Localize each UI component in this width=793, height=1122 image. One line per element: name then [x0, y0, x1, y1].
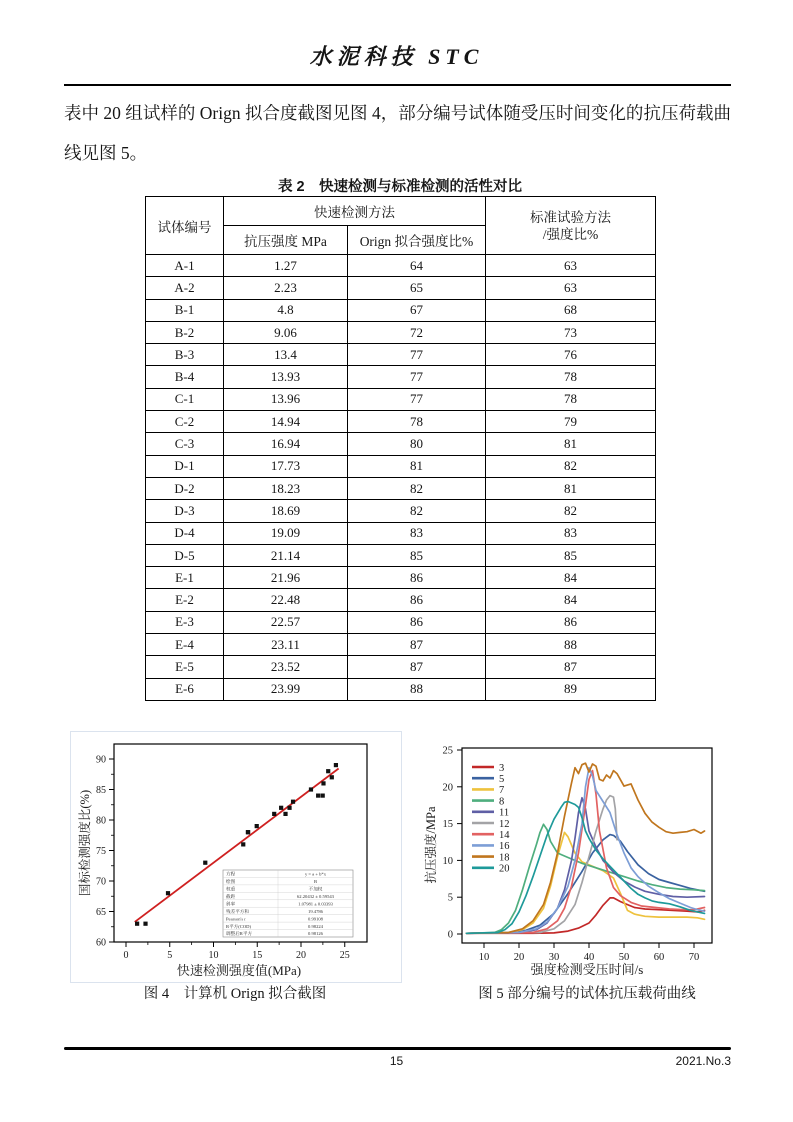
svg-text:Pearson's r: Pearson's r [226, 916, 246, 922]
table-cell: 65 [348, 277, 486, 299]
table-cell: E-3 [146, 611, 224, 633]
svg-text:25: 25 [339, 950, 350, 961]
table-row [146, 411, 656, 433]
table-body [146, 255, 656, 701]
header-specimen-id: 试体编号 [146, 197, 224, 255]
svg-text:y = a + b*x: y = a + b*x [304, 871, 327, 877]
table-cell: 14.94 [224, 411, 348, 433]
svg-text:20: 20 [442, 782, 453, 794]
table-cell: 80 [348, 433, 486, 455]
table-cell: C-1 [146, 388, 224, 410]
table-row [146, 477, 656, 499]
table-cell: 78 [486, 388, 656, 410]
table-cell: 72 [348, 321, 486, 343]
svg-text:斜率: 斜率 [226, 901, 236, 907]
table-cell: 77 [348, 388, 486, 410]
figure4-caption: 图 4 计算机 Orign 拟合截图 [143, 986, 327, 1002]
table-header [146, 197, 656, 255]
figure5-load-curves-plot [422, 731, 752, 981]
svg-text:抗压强度/MPa: 抗压强度/MPa [424, 806, 438, 884]
svg-text:快速检测强度值(MPa): 快速检测强度值(MPa) [176, 963, 302, 978]
table-cell: C-2 [146, 411, 224, 433]
table-cell: 88 [348, 678, 486, 700]
svg-text:19.4786: 19.4786 [308, 908, 323, 914]
table-cell: 4.8 [224, 299, 348, 321]
table-cell: 23.11 [224, 634, 348, 656]
table-cell: 16.94 [224, 433, 348, 455]
table-cell: 22.57 [224, 611, 348, 633]
svg-text:0: 0 [123, 950, 129, 961]
table-cell: D-1 [146, 455, 224, 477]
body-paragraph: 表中 20 组试样的 Orign 拟合度截图见图 4，部分编号试体随受压时间变化的抗压荷载曲线见图 5。 [64, 103, 731, 163]
table-cell: 63 [486, 277, 656, 299]
footer-rule [64, 1047, 731, 1050]
svg-text:15: 15 [442, 819, 453, 831]
svg-text:90: 90 [96, 754, 106, 766]
table-cell: 77 [348, 344, 486, 366]
svg-text:20: 20 [513, 952, 525, 963]
table-cell: E-5 [146, 656, 224, 678]
svg-text:40: 40 [583, 952, 595, 963]
svg-text:18: 18 [499, 852, 510, 864]
table-cell: 67 [348, 299, 486, 321]
table-cell: 13.4 [224, 344, 348, 366]
table-cell: 83 [486, 522, 656, 544]
table-row [146, 344, 656, 366]
table-cell: E-4 [146, 634, 224, 656]
table-row [146, 455, 656, 477]
table-cell: 9.06 [224, 321, 348, 343]
svg-text:60: 60 [653, 952, 665, 963]
svg-text:5: 5 [499, 774, 505, 785]
svg-text:60: 60 [96, 937, 106, 949]
table-cell: 83 [348, 522, 486, 544]
svg-text:国标检测强度比(%): 国标检测强度比(%) [78, 789, 92, 897]
table-cell: E-6 [146, 678, 224, 700]
table-row [146, 388, 656, 410]
svg-text:权重: 权重 [226, 886, 236, 892]
table-cell: 82 [486, 455, 656, 477]
table-cell: 68 [486, 299, 656, 321]
table-cell: 86 [348, 589, 486, 611]
table-row [146, 656, 656, 678]
svg-text:20: 20 [296, 950, 306, 961]
table-cell: 19.09 [224, 522, 348, 544]
table-cell: 84 [486, 567, 656, 589]
svg-text:0: 0 [447, 929, 453, 941]
svg-text:11: 11 [499, 807, 510, 819]
svg-text:绘图: 绘图 [226, 879, 236, 885]
table-cell: E-1 [146, 567, 224, 589]
table-cell: D-2 [146, 477, 224, 499]
svg-text:7: 7 [499, 785, 505, 797]
svg-text:15: 15 [252, 950, 263, 961]
svg-text:不加权: 不加权 [308, 886, 323, 892]
table-cell: 18.69 [224, 500, 348, 522]
svg-text:16: 16 [499, 841, 510, 853]
table-cell: 2.23 [224, 277, 348, 299]
table-cell: 82 [486, 500, 656, 522]
table-cell: 87 [348, 634, 486, 656]
table-row [146, 567, 656, 589]
svg-text:0.98126: 0.98126 [308, 931, 323, 937]
svg-text:30: 30 [548, 952, 560, 963]
table-cell: 81 [486, 477, 656, 499]
svg-text:80: 80 [96, 815, 106, 827]
table-cell: A-2 [146, 277, 224, 299]
table-row [146, 544, 656, 566]
svg-text:62.20432 ± 0.59543: 62.20432 ± 0.59543 [297, 893, 334, 899]
svg-text:10: 10 [478, 952, 490, 963]
table-row [146, 299, 656, 321]
table-cell: 88 [486, 634, 656, 656]
table-cell: 17.73 [224, 455, 348, 477]
svg-text:10: 10 [208, 950, 219, 961]
figure5-caption: 图 5 部分编号的试体抗压载荷曲线 [478, 986, 696, 1002]
table-cell: D-4 [146, 522, 224, 544]
svg-text:方程: 方程 [226, 871, 236, 877]
table-cell: 89 [486, 678, 656, 700]
table-cell: 81 [348, 455, 486, 477]
svg-text:0.99108: 0.99108 [308, 916, 323, 922]
table-cell: 81 [486, 433, 656, 455]
table-cell: 21.14 [224, 544, 348, 566]
table-cell: 73 [486, 321, 656, 343]
table-cell: 86 [348, 611, 486, 633]
table-row [146, 277, 656, 299]
svg-text:10: 10 [442, 855, 453, 867]
svg-text:强度检测受压时间/s: 强度检测受压时间/s [530, 962, 644, 977]
table-cell: E-2 [146, 589, 224, 611]
svg-text:85: 85 [96, 785, 106, 796]
svg-text:25: 25 [442, 745, 453, 757]
table-cell: 87 [486, 656, 656, 678]
table-cell: 87 [348, 656, 486, 678]
svg-text:调整后R平方: 调整后R平方 [226, 931, 253, 937]
table-cell: 82 [348, 500, 486, 522]
header-orign-ratio: Orign 拟合强度比% [348, 226, 486, 255]
table-cell: 78 [348, 411, 486, 433]
svg-text:残差平方和: 残差平方和 [226, 908, 249, 914]
table-cell: 21.96 [224, 567, 348, 589]
svg-text:50: 50 [618, 952, 630, 963]
table-cell: 22.48 [224, 589, 348, 611]
table-row [146, 611, 656, 633]
table-cell: 13.93 [224, 366, 348, 388]
table-cell: 64 [348, 255, 486, 277]
svg-text:70: 70 [96, 876, 106, 888]
table-cell: 13.96 [224, 388, 348, 410]
svg-text:20: 20 [499, 863, 510, 875]
table-cell: 63 [486, 255, 656, 277]
table-row [146, 255, 656, 277]
table-cell: 18.23 [224, 477, 348, 499]
table-cell: D-5 [146, 544, 224, 566]
table-row [146, 321, 656, 343]
table-cell: B-2 [146, 321, 224, 343]
table-row [146, 589, 656, 611]
header-rapid-method-group: 快速检测方法 [224, 197, 486, 226]
svg-text:5: 5 [447, 892, 453, 904]
svg-text:65: 65 [96, 907, 106, 918]
svg-text:12: 12 [499, 818, 510, 830]
svg-text:70: 70 [688, 952, 700, 963]
table-cell: 82 [348, 477, 486, 499]
svg-text:B: B [313, 879, 318, 885]
header-standard-line2: /强度比% [542, 226, 599, 242]
table-cell: 77 [348, 366, 486, 388]
header-standard-method [486, 197, 656, 255]
table-cell: 85 [486, 544, 656, 566]
table-cell: 79 [486, 411, 656, 433]
table-row [146, 522, 656, 544]
svg-text:3: 3 [499, 762, 505, 774]
table-title: 表 2 快速检测与标准检测的活性对比 [277, 179, 523, 195]
table-cell: 23.52 [224, 656, 348, 678]
table-row [146, 500, 656, 522]
table-cell: 78 [486, 366, 656, 388]
header-strength: 抗压强度 MPa [224, 226, 348, 255]
table-cell: 23.99 [224, 678, 348, 700]
table-cell: D-3 [146, 500, 224, 522]
table-cell: B-1 [146, 299, 224, 321]
svg-text:5: 5 [167, 950, 173, 961]
issue-label: 2021.No.3 [675, 1054, 731, 1068]
header-rule [64, 84, 731, 86]
svg-text:75: 75 [96, 846, 106, 857]
table-row [146, 678, 656, 700]
table-cell: B-4 [146, 366, 224, 388]
table-cell: 76 [486, 344, 656, 366]
svg-text:8: 8 [499, 796, 505, 808]
table-cell: C-3 [146, 433, 224, 455]
table-cell: A-1 [146, 255, 224, 277]
header-standard-line1: 标准试验方法 [530, 209, 611, 225]
table-cell: 86 [348, 567, 486, 589]
activity-comparison-table [145, 196, 656, 701]
page-number: 15 [389, 1054, 404, 1068]
table-row [146, 634, 656, 656]
table-cell: 86 [486, 611, 656, 633]
table-cell: 85 [348, 544, 486, 566]
svg-text:R平方(COD): R平方(COD) [226, 923, 252, 929]
table-row [146, 366, 656, 388]
svg-text:1.07981 ± 0.03393: 1.07981 ± 0.03393 [298, 901, 333, 907]
svg-text:14: 14 [499, 830, 510, 841]
table-cell: 1.27 [224, 255, 348, 277]
svg-text:0.98224: 0.98224 [308, 923, 323, 929]
table-cell: 84 [486, 589, 656, 611]
table-cell: B-3 [146, 344, 224, 366]
journal-title: 水泥科技 STC [309, 44, 484, 69]
svg-text:截距: 截距 [226, 893, 236, 899]
table-row [146, 433, 656, 455]
figure4-origin-fit-plot [70, 731, 402, 983]
